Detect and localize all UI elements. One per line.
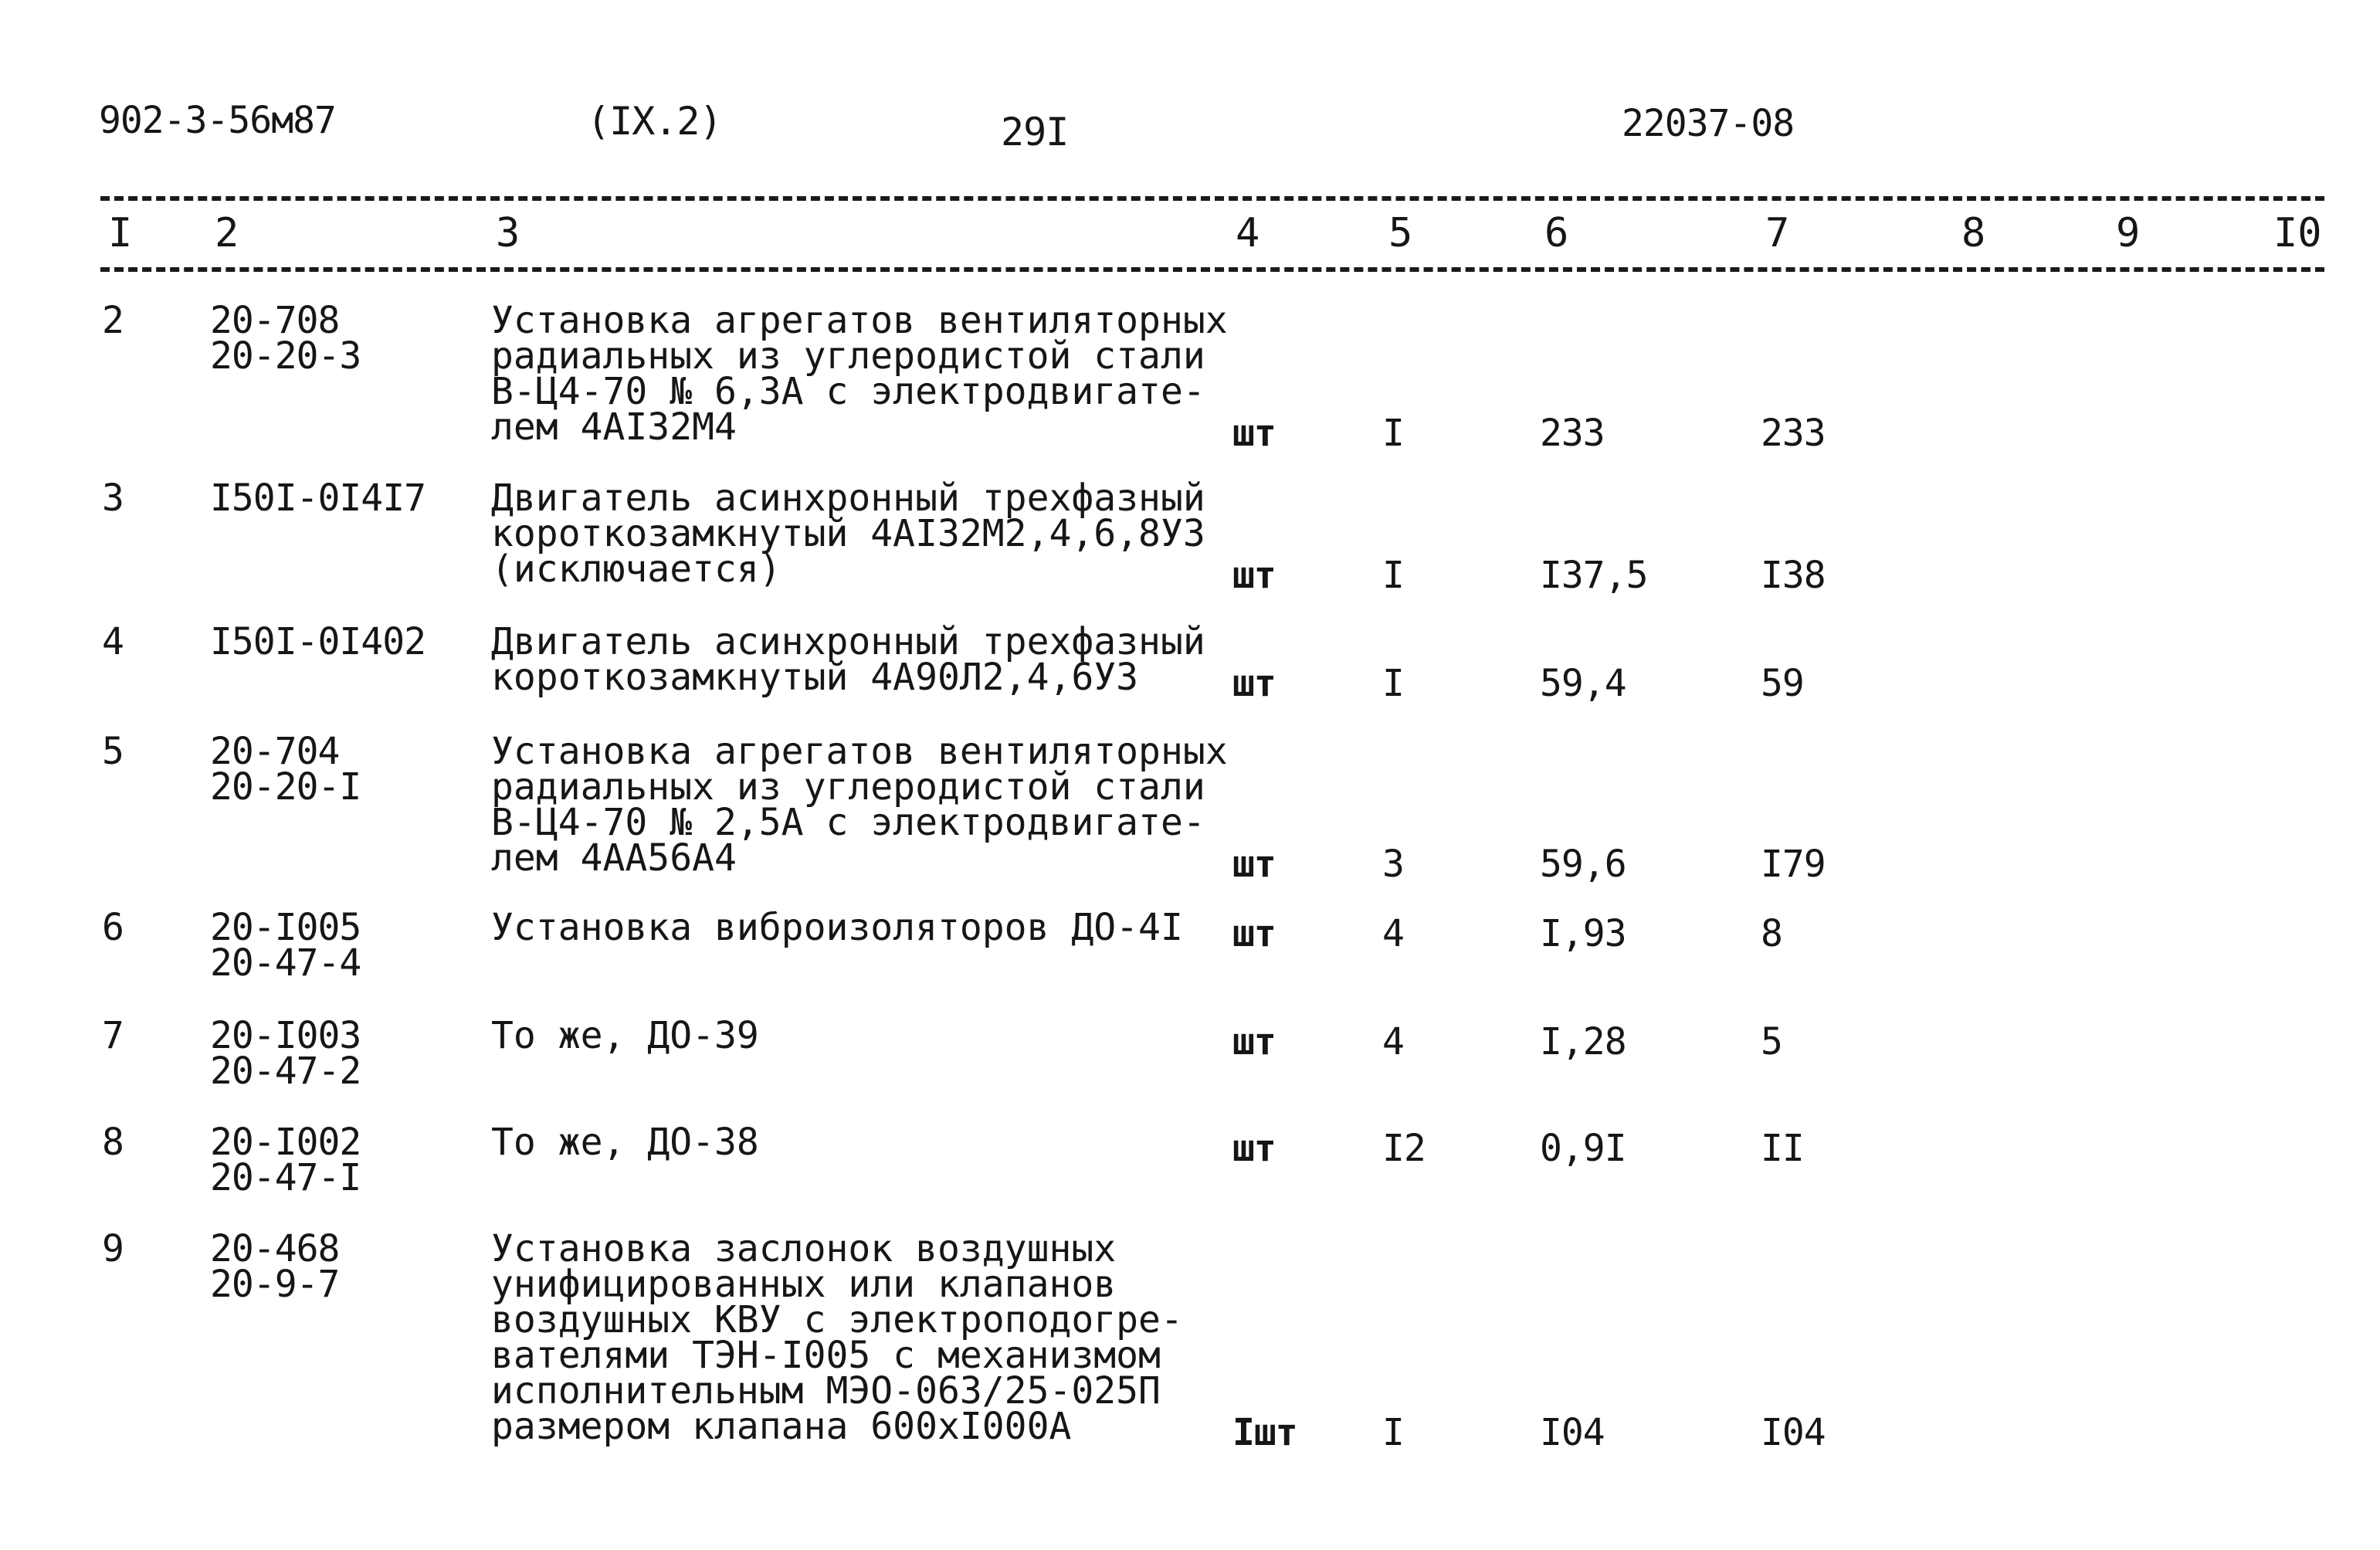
row-codes — [210, 1121, 361, 1199]
row-unit: шт — [1232, 843, 1276, 886]
row-unit: шт — [1232, 662, 1276, 705]
page-number: 29I — [1001, 110, 1069, 154]
description-line: радиальных из углеродистой стали — [491, 765, 1205, 809]
code-line: I50I-0I402 — [210, 620, 425, 663]
row-quantity: I2 — [1382, 1127, 1426, 1170]
description-line: лем 4АI32М4 — [491, 405, 737, 449]
description-line: Двигатель асинхронный трехфазный — [491, 477, 1205, 520]
row-number: 4 — [102, 620, 124, 663]
description-line: Установка агрегатов вентиляторных — [491, 730, 1228, 773]
row-description — [491, 620, 1205, 699]
code-line: 20-468 — [210, 1227, 340, 1270]
column-header-3: 3 — [496, 210, 520, 256]
row-total: 5 — [1761, 1020, 1782, 1063]
row-unit: шт — [1232, 412, 1276, 455]
row-unit-price: I,93 — [1540, 912, 1626, 955]
row-number: 2 — [102, 299, 124, 342]
column-header-4: 4 — [1236, 210, 1260, 256]
row-unit: Iшт — [1232, 1411, 1297, 1454]
description-line: Двигатель асинхронный трехфазный — [491, 620, 1205, 663]
row-description — [491, 1121, 759, 1164]
row-unit-price: 0,9I — [1540, 1127, 1626, 1170]
code-line: 20-47-4 — [210, 941, 361, 985]
code-line: I50I-0I4I7 — [210, 477, 425, 520]
row-codes — [210, 477, 425, 520]
row-codes — [210, 906, 361, 985]
description-line: Установка агрегатов вентиляторных — [491, 299, 1228, 342]
code-line: 20-47-2 — [210, 1050, 361, 1093]
column-header-8: 8 — [1961, 210, 1986, 256]
row-unit-price: I37,5 — [1540, 554, 1648, 597]
code-line: 20-47-I — [210, 1156, 361, 1199]
row-description — [491, 906, 1183, 949]
row-unit: шт — [1232, 554, 1276, 597]
row-number: 7 — [102, 1014, 124, 1057]
column-header-6: 6 — [1544, 210, 1569, 256]
column-header-7: 7 — [1765, 210, 1790, 256]
row-quantity: I — [1382, 1411, 1404, 1454]
row-quantity: 4 — [1382, 1020, 1404, 1063]
row-codes — [210, 299, 361, 378]
row-description — [491, 1014, 759, 1057]
description-line: размером клапана 600хI000А — [491, 1405, 1072, 1448]
description-line: В-Ц4-70 № 6,3А с электродвигате- — [491, 370, 1205, 413]
description-line: унифицированных или клапанов — [491, 1263, 1117, 1306]
row-codes — [210, 730, 361, 809]
row-total: II — [1761, 1127, 1804, 1170]
row-quantity: 3 — [1382, 843, 1404, 886]
description-line: То же, ДО-39 — [491, 1014, 759, 1057]
row-quantity: 4 — [1382, 912, 1404, 955]
row-quantity: I — [1382, 662, 1404, 705]
document-code: 902-3-56м87 — [99, 99, 336, 142]
row-unit-price: 233 — [1540, 412, 1605, 455]
column-header-9: 9 — [2116, 210, 2141, 256]
code-line: 20-704 — [210, 730, 340, 773]
row-description — [491, 1227, 1183, 1448]
row-total: 59 — [1761, 662, 1804, 705]
code-line: 20-I003 — [210, 1014, 361, 1057]
column-header-2: 2 — [215, 210, 239, 256]
row-number: 8 — [102, 1121, 124, 1164]
row-unit-price: I04 — [1540, 1411, 1605, 1454]
row-codes — [210, 1227, 340, 1306]
description-line: исполнительным МЭО-063/25-025П — [491, 1369, 1161, 1413]
row-number: 9 — [102, 1227, 124, 1270]
header-top-rule — [100, 196, 2324, 201]
code-line: 20-I002 — [210, 1121, 361, 1164]
row-description — [491, 299, 1228, 449]
column-header-10: I0 — [2273, 210, 2322, 256]
description-line: Установка виброизоляторов ДО-4I — [491, 906, 1183, 949]
row-unit: шт — [1232, 1127, 1276, 1170]
row-unit-price: 59,4 — [1540, 662, 1626, 705]
row-quantity: I — [1382, 554, 1404, 597]
description-line: лем 4АА56А4 — [491, 836, 737, 880]
section-label: (IX.2) — [587, 99, 722, 144]
row-unit-price: 59,6 — [1540, 843, 1626, 886]
row-total: 8 — [1761, 912, 1782, 955]
row-unit: шт — [1232, 1020, 1276, 1063]
row-codes — [210, 620, 425, 663]
description-line: воздушных КВУ с электроподогре- — [491, 1298, 1183, 1341]
column-header-5: 5 — [1388, 210, 1413, 256]
column-header-1: I — [108, 210, 133, 256]
code-line: 20-20-3 — [210, 334, 361, 378]
description-line: вателями ТЭН-I005 с механизмом — [491, 1334, 1161, 1377]
row-description — [491, 730, 1228, 880]
row-number: 3 — [102, 477, 124, 520]
row-total: I79 — [1761, 843, 1826, 886]
description-line: короткозамкнутый 4А90Л2,4,6УЗ — [491, 656, 1139, 699]
row-total: I38 — [1761, 554, 1826, 597]
description-line: радиальных из углеродистой стали — [491, 334, 1205, 378]
row-codes — [210, 1014, 361, 1093]
row-total: 233 — [1761, 412, 1826, 455]
description-line: То же, ДО-38 — [491, 1121, 759, 1164]
description-line: (исключается) — [491, 548, 781, 591]
row-quantity: I — [1382, 412, 1404, 455]
code-line: 20-20-I — [210, 765, 361, 809]
row-total: I04 — [1761, 1411, 1826, 1454]
reference-number: 22037-08 — [1622, 102, 1795, 145]
code-line: 20-708 — [210, 299, 340, 342]
code-line: 20-9-7 — [210, 1263, 340, 1306]
row-description — [491, 477, 1205, 591]
row-number: 6 — [102, 906, 124, 949]
description-line: короткозамкнутый 4АI32М2,4,6,8УЗ — [491, 512, 1205, 555]
description-line: В-Ц4-70 № 2,5А с электродвигате- — [491, 801, 1205, 844]
description-line: Установка заслонок воздушных — [491, 1227, 1117, 1270]
header-bottom-rule — [100, 267, 2324, 272]
code-line: 20-I005 — [210, 906, 361, 949]
row-unit-price: I,28 — [1540, 1020, 1626, 1063]
row-unit: шт — [1232, 912, 1276, 955]
row-number: 5 — [102, 730, 124, 773]
